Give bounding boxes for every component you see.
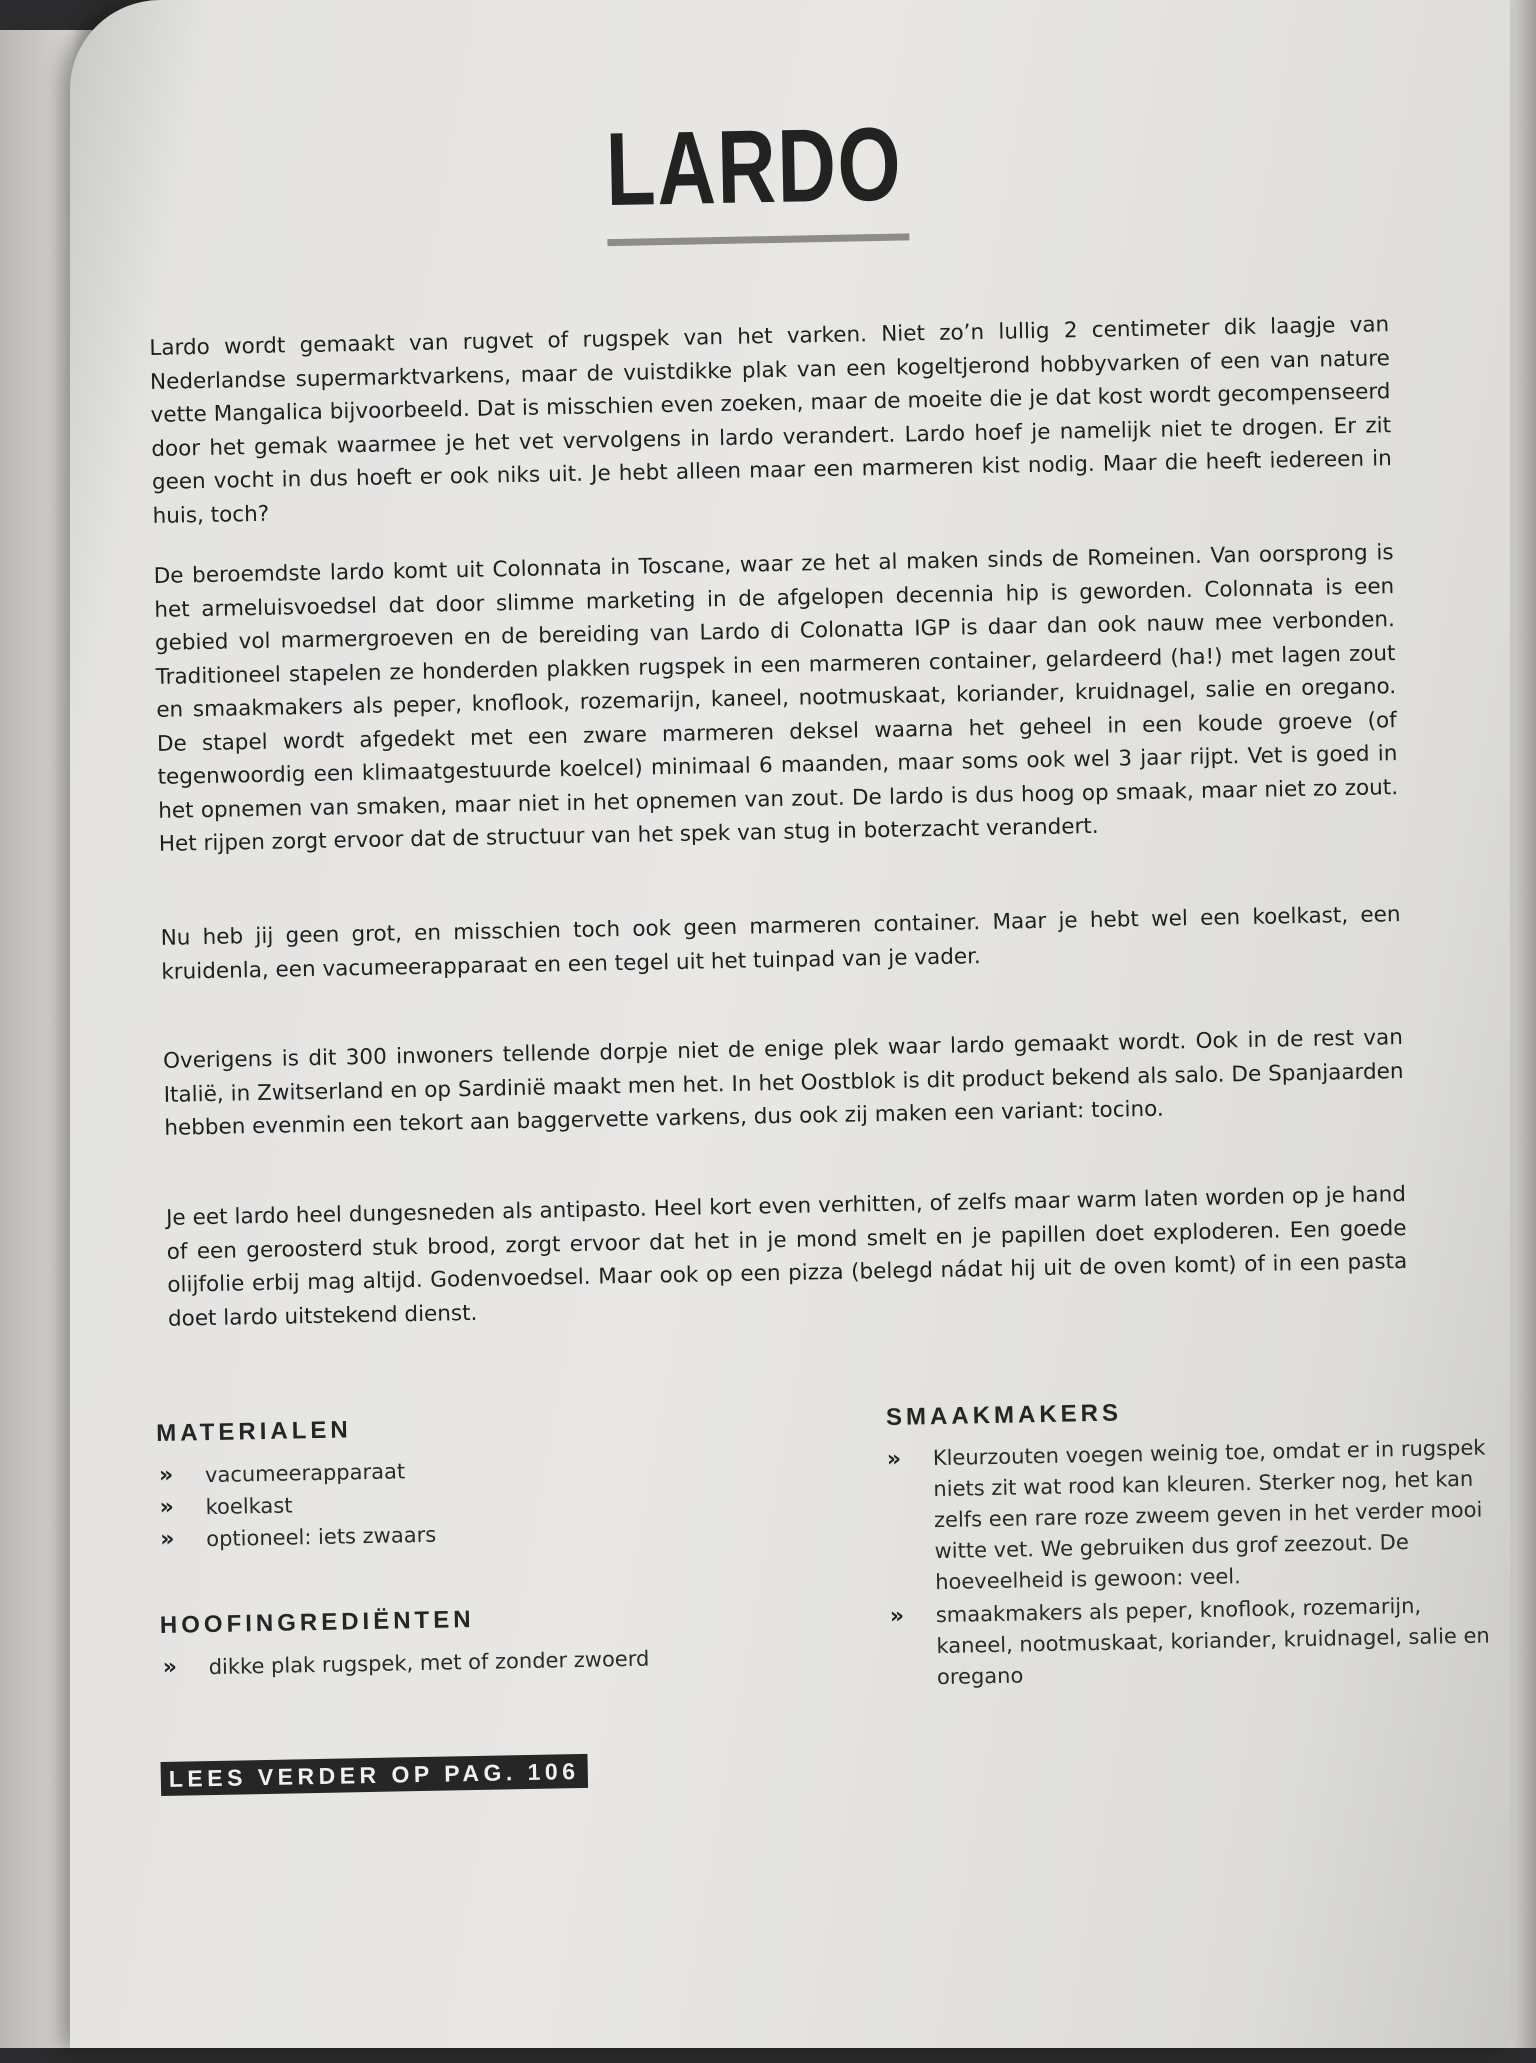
chevron-double-right-icon: » <box>889 1603 905 1630</box>
title-underline <box>607 233 909 246</box>
hoofingredienten-list <box>162 1640 763 1684</box>
smaakmakers-list <box>887 1433 1492 1696</box>
paragraph-colonnata: De beroemdste lardo komt uit Colonnata in Toscane, waar ze het al maken sinds de Romeinen. Van oorsprong is het armeluisvoedsel dat door slimme marketing in de afgelopen decennia hip is geworden. Colonnata is een gebied vol marmergroeven en de bereiding van Lardo di Colonatta IGP is daar dan ook nauw mee verbonden. Traditioneel stapelen ze honderden plakken rugspek in een marmeren container, gelardeerd (ha!) met lagen zout en smaakmakers als peper, knoflook, rozemarijn, kaneel, nootmuskaat, koriander, kruidnagel, salie en oregano. De stapel wordt afgedekt met een zware marmeren deksel waarna het geheel in een koude groeve (of tegenwoordig een klimaatgestuurde koelcel) minimaal 6 maanden, maar soms ook wel 3 jaar rijpt. Vet is goed in het opnemen van smaken, maar niet in het opnemen van zout. De lardo is dus hoog op smaak, maar niet zo zout. Het rijpen zorgt ervoor dat de structuur van het spek van stug in boterzacht verandert. <box>153 540 1399 857</box>
paragraph-intro: Lardo wordt gemaakt van rugvet of rugspek van het varken. Niet zo’n lullig 2 centimeter dik laagje van Nederlandse supermarktvarkens, maar de vuistdikke plak van een kogeltjerond hobbyvarken of een van nature vette Mangalica bijvoorbeeld. Dat is misschien even zoeken, maar de moeite die je dat kost wordt gecompenseerd door het gemak waarmee je het vet vervolgens in lardo verandert. Lardo hoef je namelijk niet te drogen. Er zit geen vocht in dus hoeft er ook niks uit. Je hebt alleen maar een marmeren kist nodig. Maar die heeft iedereen in huis, toch? <box>149 312 1392 529</box>
list-item-text: Kleurzouten voegen weinig toe, omdat er in rugspek niets zit wat rood kan kleuren. Sterker nog, het kan zelfs een rare roze zweem geven in het verder mooi witte vet. We gebruiken dus grof zeezout. De hoeveelheid is gewoon: veel. <box>932 1435 1486 1595</box>
chevron-double-right-icon: » <box>162 1654 178 1680</box>
chevron-double-right-icon: » <box>886 1446 902 1473</box>
paragraph-variants <box>163 1021 1405 1145</box>
list-item <box>890 1589 1492 1694</box>
hoofingredienten-heading: HOOFINGREDIËNTEN <box>159 1605 475 1640</box>
paragraph-home: Nu heb jij geen grot, en misschien toch ook geen marmeren container. Maar je hebt wel een koelkast, een kruidenla, een vacumeerapparaat en een tegel uit het tuinpad van je vader. <box>160 902 1401 985</box>
list-item-text: smaakmakers als peper, knoflook, rozemarijn, kaneel, nootmuskaat, koriander, kruidnagel, salie en oregano <box>935 1593 1490 1690</box>
list-item <box>162 1640 763 1684</box>
materialen-list <box>159 1452 601 1556</box>
paragraph-serving: Je eet lardo heel dungesneden als antipasto. Heel kort even verhitten, of zelfs maar warm laten worden op je hand of een geroosterd stuk brood, zorgt ervoor dat het in je mond smelt en je papillen doet exploderen. Een goede olijfolie erbij mag altijd. Godenvoedsel. Maar ook op een pizza (belegd nádat hij uit de oven komt) of in een pasta doet lardo uitstekend dienst. <box>165 1182 1408 1332</box>
page-title: LARDO <box>604 106 904 229</box>
list-item <box>887 1433 1490 1599</box>
list-item-text: koelkast <box>205 1493 293 1520</box>
list-item-text: vacumeerapparaat <box>204 1459 406 1488</box>
chevron-double-right-icon: » <box>160 1526 175 1552</box>
chevron-double-right-icon: » <box>158 1462 174 1489</box>
smaakmakers-heading: SMAAKMAKERS <box>885 1399 1123 1432</box>
list-item-text: dikke plak rugspek, met of zonder zwoerd <box>208 1646 650 1680</box>
chevron-double-right-icon: » <box>159 1494 175 1521</box>
paragraph-variants-text: Overigens is dit 300 inwoners tellende dorpje niet de enige plek waar lardo gemaakt wordt. Ook in de rest van Italië, in Zwitserland en op Sardinië maakt men het. In het Oostblok is dit product bekend als salo. De Spanjaarden hebben evenmin een tekort aan baggervette varkens, dus ook zij maken een variant: tocino. <box>162 1025 1404 1141</box>
continue-reading-label: LEES VERDER OP PAG. 106 <box>161 1754 588 1796</box>
materialen-heading: MATERIALEN <box>155 1416 352 1448</box>
list-item-text: optioneel: iets zwaars <box>206 1522 437 1552</box>
